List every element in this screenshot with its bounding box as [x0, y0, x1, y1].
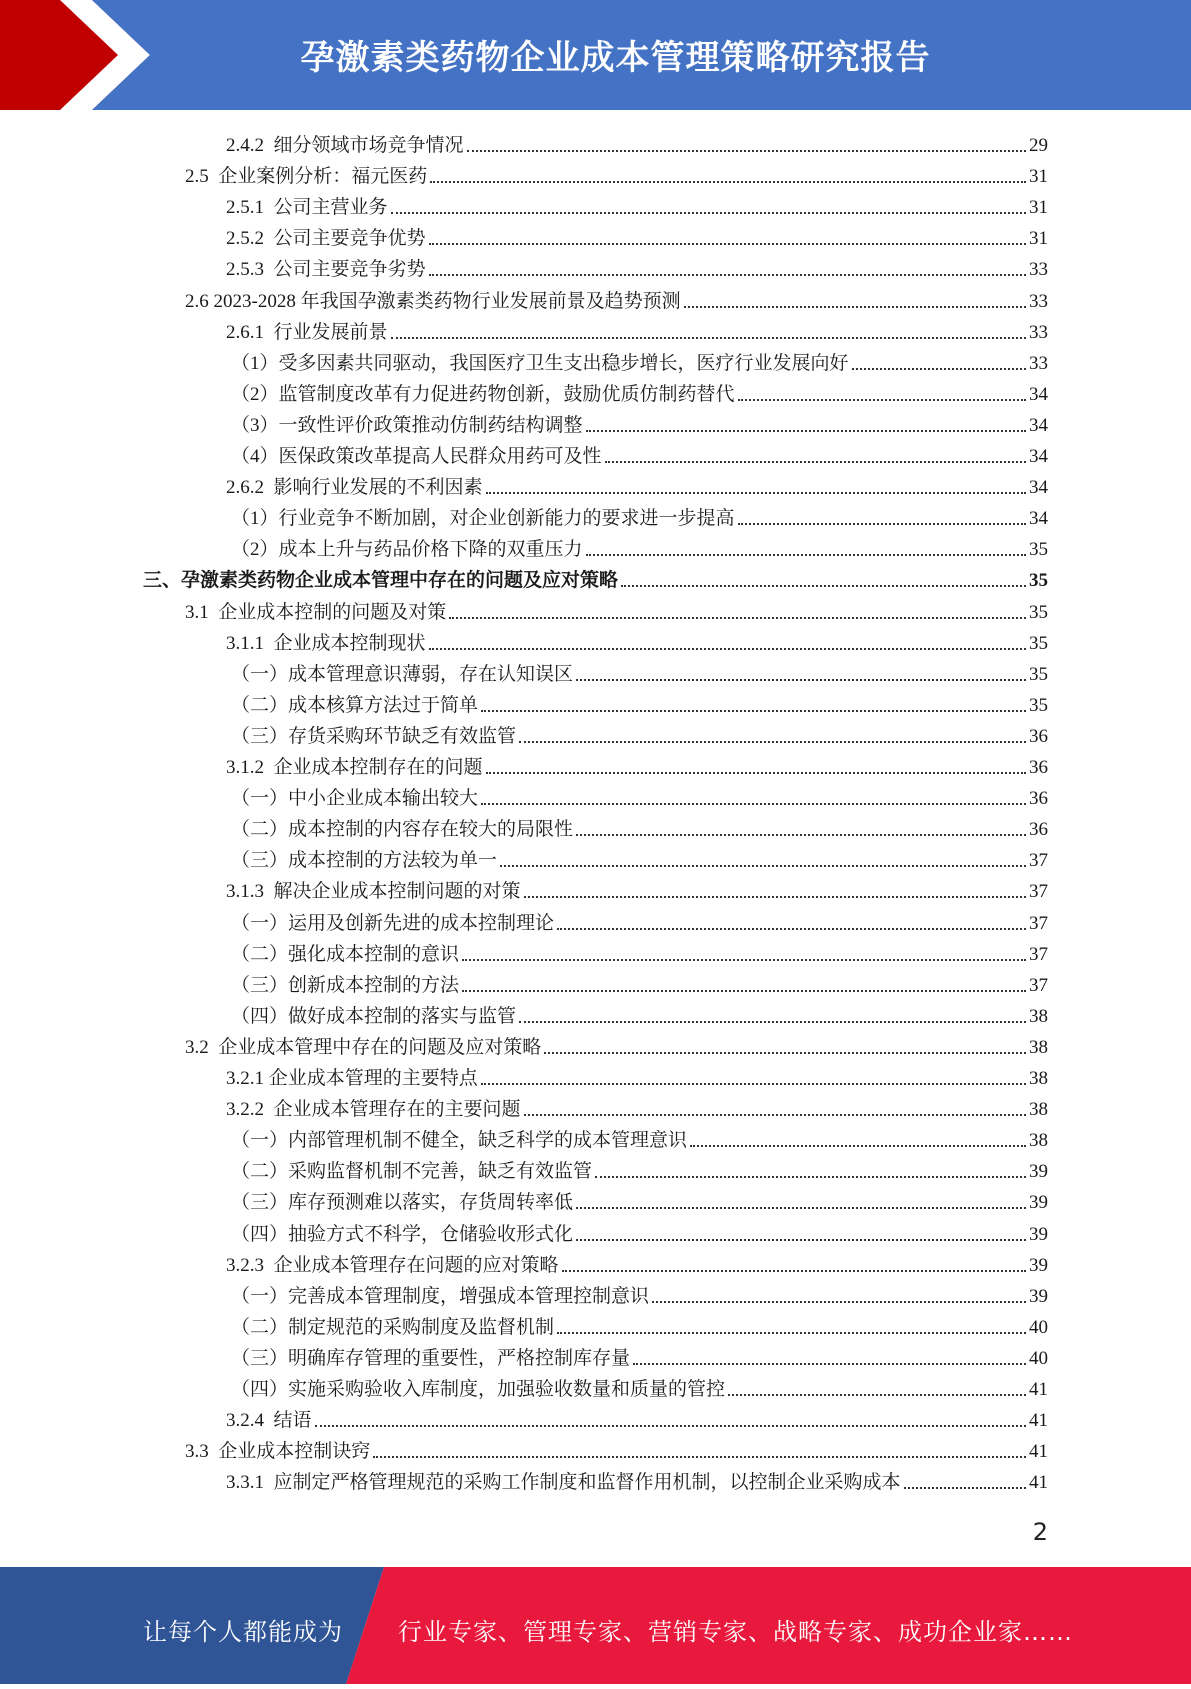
toc-leader-dots	[391, 336, 1026, 339]
header-band	[0, 0, 1191, 110]
toc-entry[interactable]	[226, 189, 1048, 220]
toc-leader-dots	[605, 460, 1026, 463]
toc-entry-title: 2.5 企业案例分析：福元医药	[185, 166, 428, 188]
toc-entry-page: 35	[1029, 694, 1048, 716]
toc-entry[interactable]	[231, 998, 1048, 1029]
toc-entry[interactable]	[231, 656, 1048, 687]
toc-entry[interactable]	[231, 1216, 1048, 1247]
toc-entry[interactable]	[226, 1247, 1048, 1278]
toc-entry[interactable]	[226, 1060, 1048, 1091]
toc-entry-page: 36	[1029, 725, 1048, 747]
toc-entry[interactable]	[226, 469, 1048, 500]
toc-entry-page: 35	[1029, 601, 1048, 623]
page-number: 2	[1032, 1518, 1048, 1546]
toc-leader-dots	[557, 927, 1026, 930]
toc-leader-dots	[429, 273, 1026, 276]
toc-entry-title: （三）明确库存管理的重要性，严格控制库存量	[231, 1347, 631, 1369]
toc-leader-dots	[524, 1113, 1026, 1116]
toc-entry-page: 38	[1029, 1036, 1048, 1058]
toc-entry[interactable]	[231, 500, 1048, 531]
toc-leader-dots	[391, 211, 1026, 214]
toc-entry-title: （二）成本核算方法过于简单	[231, 694, 479, 716]
toc-entry-title: 2.4.2 细分领域市场竞争情况	[226, 135, 464, 156]
toc-leader-dots	[690, 1144, 1026, 1147]
toc-entry-page: 38	[1029, 1068, 1048, 1089]
toc-entry-title: 3.2.3 企业成本管理存在问题的应对策略	[226, 1254, 559, 1276]
toc-entry-title: （1）受多因素共同驱动，我国医疗卫生支出稳步增长，医疗行业发展向好	[231, 352, 849, 374]
toc-entry-page: 35	[1029, 632, 1048, 654]
toc-entry[interactable]	[226, 625, 1048, 656]
toc-entry[interactable]	[231, 687, 1048, 718]
toc-entry-page: 31	[1029, 197, 1048, 219]
toc-entry[interactable]	[231, 718, 1048, 749]
toc-leader-dots	[562, 1269, 1026, 1272]
toc-entry-title: 3.2.1 企业成本管理的主要特点	[226, 1068, 478, 1089]
toc-entry[interactable]	[231, 1153, 1048, 1184]
toc-entry-title: （一）内部管理机制不健全，缺乏科学的成本管理意识	[231, 1130, 688, 1152]
toc-entry-title: （三）库存预测难以落实，存货周转率低	[231, 1192, 574, 1214]
toc-entry[interactable]	[231, 780, 1048, 811]
toc-leader-dots	[684, 305, 1026, 308]
toc-leader-dots	[500, 864, 1026, 867]
toc-entry-page: 29	[1029, 135, 1048, 156]
toc-leader-dots	[462, 989, 1026, 992]
toc-entry[interactable]	[231, 345, 1048, 376]
toc-entry-page: 41	[1029, 1379, 1048, 1400]
toc-entry-title: （2）成本上升与药品价格下降的双重压力	[231, 539, 583, 561]
toc-entry-page: 33	[1029, 259, 1048, 281]
toc-entry[interactable]	[226, 1091, 1048, 1122]
toc-entry[interactable]	[185, 283, 1048, 314]
toc-entry-page: 34	[1029, 477, 1048, 499]
toc-entry-page: 33	[1029, 321, 1048, 343]
toc-entry-page: 36	[1029, 788, 1048, 810]
toc-leader-dots	[595, 1175, 1026, 1178]
toc-entry-page: 36	[1029, 757, 1048, 778]
footer-slogan-right: 行业专家、管理专家、营销专家、战略专家、成功企业家……	[398, 1618, 1073, 1646]
toc-entry-title: （四）做好成本控制的落实与监管	[231, 1005, 517, 1027]
toc-entry-page: 37	[1029, 912, 1048, 934]
toc-entry-title: 3.2 企业成本管理中存在的问题及应对策略	[185, 1036, 542, 1058]
toc-entry-page: 39	[1029, 1285, 1048, 1307]
toc-entry-title: 2.5.3 公司主要竞争劣势	[226, 259, 426, 281]
toc-leader-dots	[738, 398, 1026, 401]
toc-entry[interactable]	[231, 936, 1048, 967]
toc-entry[interactable]	[226, 1464, 1048, 1495]
toc-leader-dots	[519, 1020, 1026, 1023]
toc-entry-title: 3.1.2 企业成本控制存在的问题	[226, 757, 483, 778]
toc-leader-dots	[373, 1455, 1026, 1458]
toc-leader-dots	[519, 740, 1026, 743]
toc-entry[interactable]	[231, 1309, 1048, 1340]
toc-entry-title: 3.3 企业成本控制诀窍	[185, 1441, 371, 1463]
toc-leader-dots	[429, 647, 1026, 650]
toc-entry-title: （四）抽验方式不科学，仓储验收形式化	[231, 1223, 574, 1245]
toc-entry-page: 33	[1029, 290, 1048, 312]
toc-leader-dots	[430, 180, 1026, 183]
toc-entry[interactable]	[143, 562, 1048, 593]
toc-entry[interactable]	[231, 1184, 1048, 1215]
toc-entry[interactable]	[231, 967, 1048, 998]
toc-entry-page: 39	[1029, 1223, 1048, 1245]
toc-entry-page: 41	[1029, 1472, 1048, 1494]
toc-entry-page: 39	[1029, 1161, 1048, 1183]
toc-entry[interactable]	[231, 438, 1048, 469]
toc-entry-page: 40	[1029, 1316, 1048, 1338]
toc-entry-title: （一）运用及创新先进的成本控制理论	[231, 912, 555, 934]
toc-leader-dots	[621, 584, 1026, 587]
toc-leader-dots	[481, 709, 1026, 712]
toc-entry[interactable]	[231, 842, 1048, 873]
toc-entry-title: （1）行业竞争不断加剧，对企业创新能力的要求进一步提高	[231, 508, 735, 530]
toc-leader-dots	[633, 1362, 1026, 1365]
toc-entry-title: （三）成本控制的方法较为单一	[231, 850, 498, 872]
toc-entry-title: 3.2.4 结语	[226, 1410, 312, 1432]
toc-entry-page: 38	[1029, 1099, 1048, 1121]
toc-entry[interactable]	[231, 811, 1048, 842]
toc-entry-title: 2.5.1 公司主营业务	[226, 197, 388, 219]
toc-entry[interactable]	[226, 127, 1048, 158]
toc-leader-dots	[586, 553, 1026, 556]
toc-leader-dots	[557, 1331, 1026, 1334]
toc-entry-page: 31	[1029, 166, 1048, 188]
toc-leader-dots	[481, 1082, 1026, 1085]
toc-entry-page: 34	[1029, 383, 1048, 405]
toc-entry-page: 39	[1029, 1254, 1048, 1276]
toc-entry[interactable]	[226, 314, 1048, 345]
toc-leader-dots	[315, 1424, 1026, 1427]
toc-entry-page: 35	[1029, 663, 1048, 685]
toc-leader-dots	[429, 242, 1026, 245]
toc-leader-dots	[467, 149, 1026, 152]
toc-entry[interactable]	[231, 1278, 1048, 1309]
toc-entry[interactable]	[226, 251, 1048, 282]
toc-entry[interactable]	[185, 1029, 1048, 1060]
toc-leader-dots	[852, 367, 1026, 370]
toc-entry-title: 3.1 企业成本控制的问题及对策	[185, 601, 447, 623]
toc-leader-dots	[576, 1206, 1026, 1209]
toc-entry-title: （三）创新成本控制的方法	[231, 974, 460, 996]
toc-entry[interactable]	[231, 905, 1048, 936]
toc-entry[interactable]	[231, 376, 1048, 407]
toc-entry[interactable]	[226, 1402, 1048, 1433]
toc-leader-dots	[652, 1300, 1026, 1303]
toc-entry-page: 35	[1029, 570, 1048, 592]
toc-leader-dots	[738, 522, 1026, 525]
toc-entry-title: 2.6.2 影响行业发展的不利因素	[226, 477, 483, 499]
toc-entry-page: 40	[1029, 1347, 1048, 1369]
toc-leader-dots	[486, 491, 1026, 494]
toc-entry-page: 38	[1029, 1005, 1048, 1027]
toc-entry-title: （一）中小企业成本输出较大	[231, 788, 479, 810]
toc-entry-page: 31	[1029, 228, 1048, 250]
toc-entry-page: 34	[1029, 508, 1048, 530]
toc-entry[interactable]	[231, 1371, 1048, 1402]
toc-entry-title: （二）采购监督机制不完善，缺乏有效监管	[231, 1161, 593, 1183]
toc-entry-title: （一）成本管理意识薄弱，存在认知误区	[231, 663, 574, 685]
toc-entry[interactable]	[231, 407, 1048, 438]
toc-entry-page: 41	[1029, 1410, 1048, 1432]
toc-entry-page: 34	[1029, 446, 1048, 467]
toc-entry-title: 3.2.2 企业成本管理存在的主要问题	[226, 1099, 521, 1121]
toc-entry-title: 2.6.1 行业发展前景	[226, 321, 388, 343]
toc-entry-title: 3.1.1 企业成本控制现状	[226, 632, 426, 654]
toc-entry[interactable]	[185, 594, 1048, 625]
toc-entry-page: 33	[1029, 352, 1048, 374]
toc-entry-title: （4）医保政策改革提高人民群众用药可及性	[231, 446, 602, 467]
toc-leader-dots	[904, 1486, 1026, 1489]
toc-entry-page: 41	[1029, 1441, 1048, 1463]
toc-entry-title: 2.6 2023-2028 年我国孕激素类药物行业发展前景及趋势预测	[185, 290, 681, 312]
toc-entry-page: 37	[1029, 943, 1048, 965]
toc-leader-dots	[586, 429, 1026, 432]
toc-leader-dots	[576, 1238, 1026, 1241]
toc-entry-page: 35	[1029, 539, 1048, 561]
toc-entry-title: 2.5.2 公司主要竞争优势	[226, 228, 426, 250]
document-title: 孕激素类药物企业成本管理策略研究报告	[300, 37, 931, 78]
toc-leader-dots	[449, 616, 1026, 619]
toc-entry-title: （二）成本控制的内容存在较大的局限性	[231, 819, 574, 841]
toc-entry-title: （二）制定规范的采购制度及监督机制	[231, 1316, 555, 1338]
toc-leader-dots	[576, 833, 1026, 836]
toc-entry-page: 39	[1029, 1192, 1048, 1214]
toc-entry-page: 38	[1029, 1130, 1048, 1152]
toc-entry-title: 3.3.1 应制定严格管理规范的采购工作制度和监督作用机制，以控制企业采购成本	[226, 1472, 901, 1494]
toc-entry-title: 三、孕激素类药物企业成本管理中存在的问题及应对策略	[143, 570, 619, 592]
toc-entry[interactable]	[231, 1340, 1048, 1371]
toc-entry-title: （三）存货采购环节缺乏有效监管	[231, 725, 517, 747]
toc-entry-title: （一）完善成本管理制度，增强成本管理控制意识	[231, 1285, 650, 1307]
toc-leader-dots	[462, 958, 1026, 961]
toc-entry-title: 3.1.3 解决企业成本控制问题的对策	[226, 881, 521, 903]
toc-entry-page: 37	[1029, 974, 1048, 996]
toc-leader-dots	[481, 802, 1026, 805]
toc-entry-title: （3）一致性评价政策推动仿制药结构调整	[231, 414, 583, 436]
toc-entry[interactable]	[231, 1122, 1048, 1153]
footer-slogan-left: 让每个人都能成为	[143, 1618, 343, 1646]
toc-leader-dots	[524, 895, 1026, 898]
toc-entry-title: （四）实施采购验收入库制度，加强验收数量和质量的管控	[231, 1379, 726, 1400]
toc-entry-page: 36	[1029, 819, 1048, 841]
toc-entry[interactable]	[185, 1433, 1048, 1464]
toc-entry-page: 37	[1029, 881, 1048, 903]
toc-entry[interactable]	[185, 158, 1048, 189]
toc-entry[interactable]	[226, 749, 1048, 780]
toc-leader-dots	[728, 1393, 1026, 1396]
toc-leader-dots	[576, 678, 1026, 681]
toc-entry-page: 34	[1029, 414, 1048, 436]
toc-leader-dots	[486, 771, 1026, 774]
toc-entry[interactable]	[231, 531, 1048, 562]
toc-leader-dots	[544, 1051, 1026, 1054]
toc-entry-page: 37	[1029, 850, 1048, 872]
toc-entry[interactable]	[226, 220, 1048, 251]
toc-entry-title: （2）监管制度改革有力促进药物创新，鼓励优质仿制药替代	[231, 383, 735, 405]
toc-entry-title: （二）强化成本控制的意识	[231, 943, 460, 965]
toc-entry[interactable]	[226, 873, 1048, 904]
